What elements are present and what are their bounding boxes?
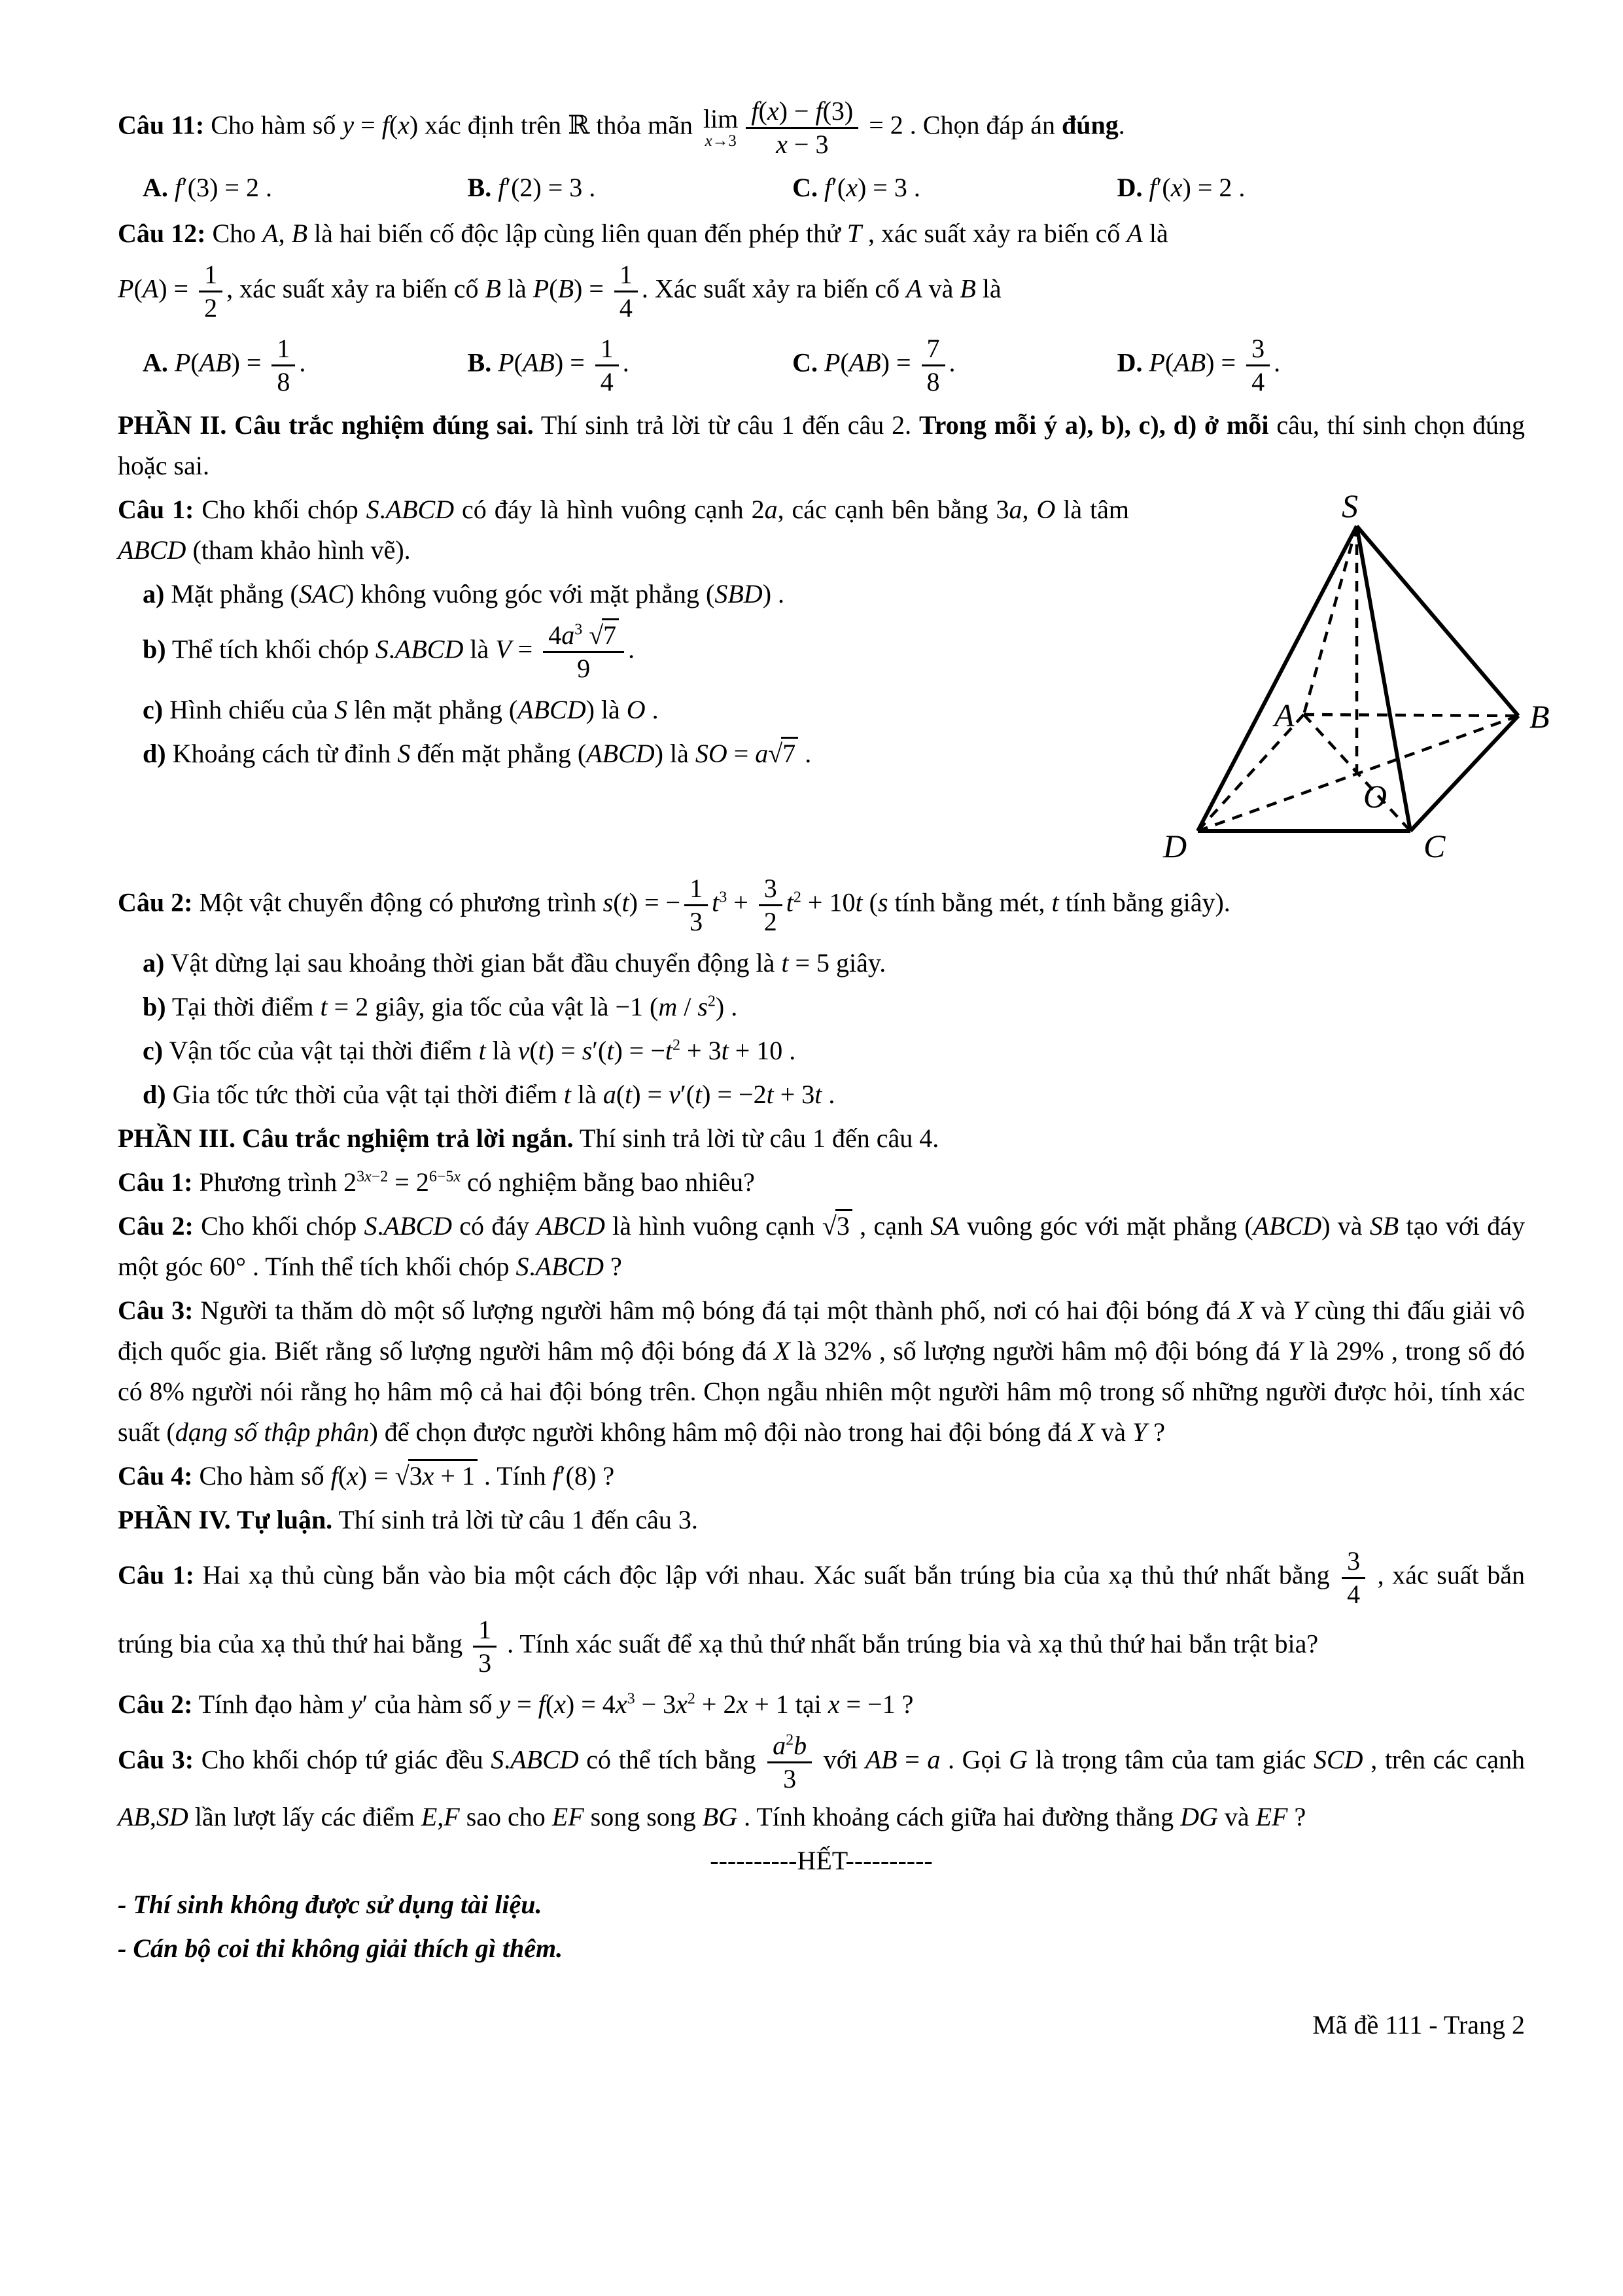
q12-option-d: D. P(AB) = $\frac{3}{4}$ . (1117, 334, 1281, 397)
pyramid-sabcd-svg (1149, 486, 1554, 862)
p2q1-item-d: d) Khoảng cách từ đỉnh S đến mặt phẳng (ABCD) là SO = a√7 . (118, 733, 1525, 774)
p3-q4: Câu 4: Cho hàm số f(x) = √3x + 1 . Tính f′(8) ? (118, 1456, 1525, 1496)
q11-option-b: B. f′(2) = 3 . (467, 173, 596, 202)
part3-header: PHẦN III. Câu trắc nghiệm trả lời ngắn. Thí sinh trả lời từ câu 1 đến câu 4. (118, 1123, 939, 1153)
p2q2-item-a: a) Vật dừng lại sau khoảng thời gian bắt đầu chuyển động là t = 5 giây. (143, 948, 886, 978)
pyramid-figure (1149, 486, 1554, 862)
p2q1-item-c: c) Hình chiếu của S lên mặt phẳng (ABCD) là O . (143, 695, 659, 724)
q12-option-b: B. P(AB) = $\frac{1}{4}$ . (467, 334, 629, 397)
vertex-label-b: B (1529, 698, 1550, 735)
p2q2-item-c: c) Vận tốc của vật tại thời điểm t là $v(t) = s'(t) = -t^2 + 3t + 10$ . (143, 1036, 796, 1065)
p3-q1: Câu 1: Phương trình $2^{3x-2} = 2^{6-5x}$ có nghiệm bằng bao nhiêu? (118, 1167, 755, 1197)
p4-q3: Câu 3: Cho khối chóp tứ giác đều S.ABCD có thể tích bằng $\frac{a^2b}{3}$ với AB = a . Gọi G là trọng tâm của tam giác SCD , trên các cạnh AB,SD lần lượt lấy các điểm E,F sao cho EF song song BG . Tính khoảng cách giữa hai đường thẳng DG và EF ? (118, 1731, 1526, 1831)
page-footer: Mã đề 111 - Trang 2 (1312, 2010, 1525, 2040)
p2q1-item-a: a) Mặt phẳng (SAC) không vuông góc với mặt phẳng (SBD) . (143, 579, 785, 609)
q12-stem: Câu 12: Cho A, B là hai biến cố độc lập cùng liên quan đến phép thử T , xác suất xảy ra biến cố A là (118, 219, 1168, 248)
vertex-label-d: D (1163, 828, 1187, 862)
p4-q2: Câu 2: Tính đạo hàm y′ của hàm số $y = f(x) = 4x^3 - 3x^2 + 2x + 1$ tại x = −1 ? (118, 1689, 914, 1719)
q11-option-c: C. f′(x) = 3 . (792, 173, 920, 202)
part2-question1 (118, 487, 1550, 862)
p2q2-item-d: d) Gia tốc tức thời của vật tại thời điểm t là a(t) = v′(t) = −2t + 3t . (143, 1080, 835, 1109)
exam-note-2: - Cán bộ coi thi không giải thích gì thêm. (118, 1934, 563, 1963)
vertex-label-s: S (1342, 487, 1358, 524)
part2-header: PHẦN II. Câu trắc nghiệm đúng sai. Thí sinh trả lời từ câu 1 đến câu 2. Trong mỗi ý a), b), c), d) ở mỗi câu, thí sinh chọn đúng hoặc sai. (118, 410, 1526, 480)
q12-option-a: A. P(AB) = $\frac{1}{8}$ . (143, 334, 306, 397)
p2q2-stem: Câu 2: Một vật chuyển động có phương trình s(t) = − $\frac{1}{3}$ $t^3$ + $\frac{3}{2}$ $t^2 + 10t$ (s tính bằng mét, t tính bằng giây). (118, 874, 1230, 936)
p3-q3: Câu 3: Người ta thăm dò một số lượng người hâm mộ bóng đá tại một thành phố, nơi có hai đội bóng đá X và Y cùng thi đấu giải vô địch quốc gia. Biết rằng số lượng người hâm mộ đội bóng đá X là 32% , số lượng người hâm mộ đội bóng đá Y là 29% , trong số đó có 8% người nói rằng họ hâm mộ cả hai đội bóng trên. Chọn ngẫu nhiên một người hâm mộ trong số những người được hỏi, tính xác suất (dạng số thập phân) để chọn được người không hâm mộ đội nào trong hai đội bóng đá X và Y ? (118, 1296, 1526, 1447)
q11-options (118, 168, 1525, 208)
p4-q1: Câu 1: Hai xạ thủ cùng bắn vào bia một cách độc lập với nhau. Xác suất bắn trúng bia của xạ thủ thứ nhất bằng $\frac{3}{4}$ , xác suất bắn trúng bia của xạ thủ thứ hai bằng $\frac{1}{3}$ . Tính xác suất để xạ thủ thứ nhất bắn trúng bia và xạ thủ thứ hai bắn trật bia? (118, 1546, 1525, 1678)
p2q2-item-b: b) Tại thời điểm t = 2 giây, gia tốc của vật là −1 $(m / s^2)$ . (143, 992, 738, 1021)
q11-stem: Câu 11: Cho hàm số y = f(x) xác định trên ℝ thỏa mãn lim x→3 $\frac{f(x) - f(3)}{x - 3}$ = 2 . Chọn đáp án đúng. (118, 96, 1125, 159)
q12-options (118, 331, 1525, 400)
exam-note-1: - Thí sinh không được sử dụng tài liệu. (118, 1890, 542, 1919)
q12-stem-line2: P(A) = $\frac{1}{2}$ , xác suất xảy ra biến cố B là P(B) = $\frac{1}{4}$ . Xác suất xảy ra biến cố A và B là (118, 260, 1002, 323)
vertex-label-o: O (1363, 778, 1387, 815)
p3-q2: Câu 2: Cho khối chóp S.ABCD có đáy ABCD là hình vuông cạnh √3 , cạnh SA vuông góc với mặt phẳng (ABCD) và SB tạo với đáy một góc 60° . Tính thể tích khối chóp S.ABCD ? (118, 1206, 1525, 1287)
q11-option-a: A. f′(3) = 2 . (143, 173, 272, 202)
part4-header: PHẦN IV. Tự luận. Thí sinh trả lời từ câu 1 đến câu 3. (118, 1505, 698, 1534)
vertex-label-c: C (1423, 828, 1446, 862)
end-marker: ----------HẾT---------- (710, 1846, 933, 1875)
p2q1-stem: Câu 1: Cho khối chóp S.ABCD có đáy là hình vuông cạnh 2a, các cạnh bên bằng 3a, O là tâm ABCD (tham khảo hình vẽ). (118, 495, 1130, 565)
q11-option-d: D. f′(x) = 2 . (1117, 173, 1246, 202)
vertex-label-a: A (1274, 697, 1295, 733)
q12-option-c: C. P(AB) = $\frac{7}{8}$ . (792, 334, 956, 397)
p2q1-item-b: b) Thể tích khối chóp S.ABCD là V = $\frac{4a^3 √7}{9}$ . (118, 618, 1525, 686)
